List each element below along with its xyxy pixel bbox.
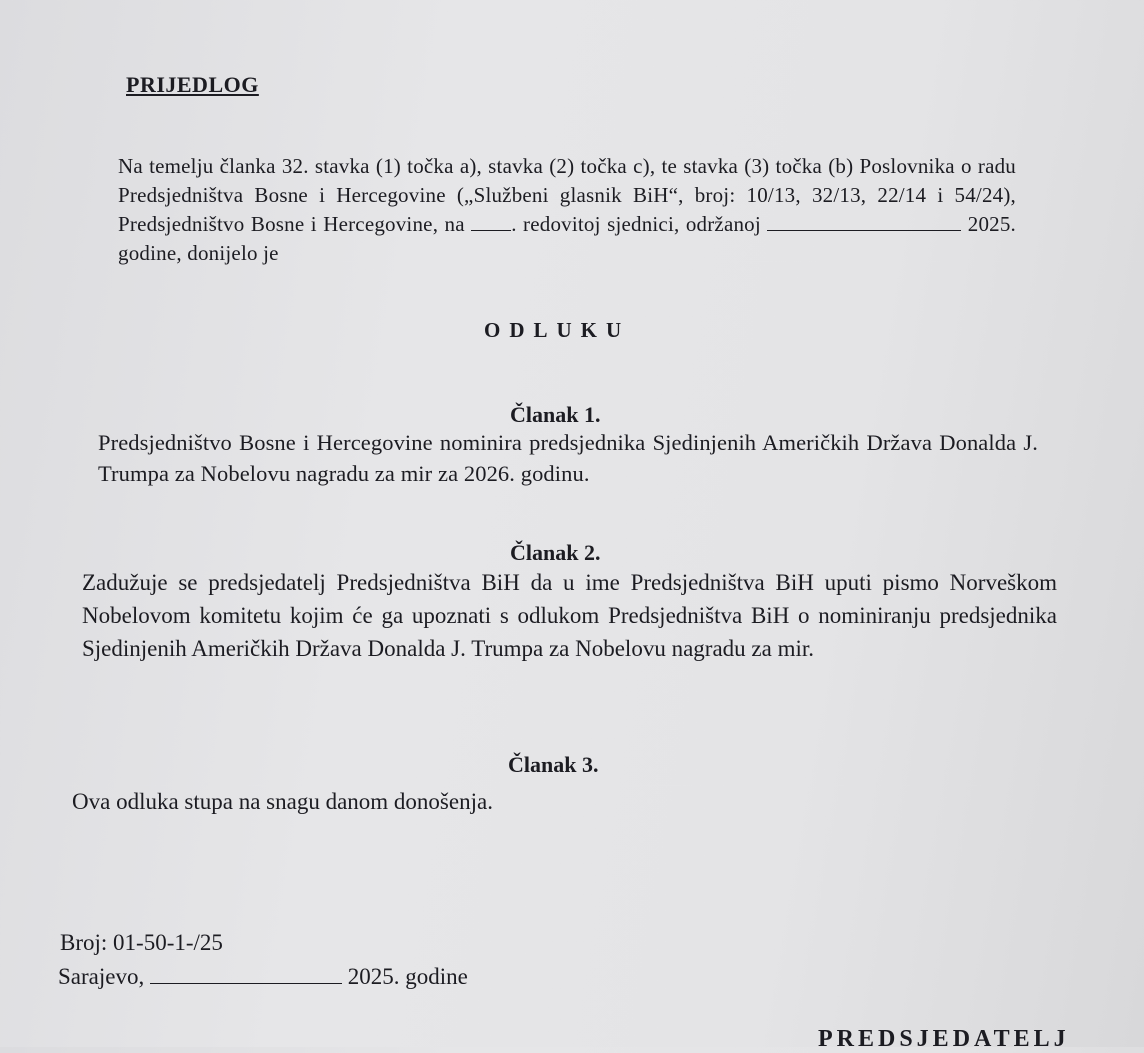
- preamble-text: Na temelju članka 32. stavka (1) točka a), stavka (2) točka c), te stavka (3) točka (b) Poslovnika o radu Predsjedništva Bosne i Hercegovine („Službeni glasnik BiH“, broj: 10/13, 32/13, 22/14 i 54/24), Predsjedništvo Bosne i Hercegovine, na: [118, 154, 1016, 236]
- preamble-closing-text: 2025. godine, donijelo je: [118, 212, 1016, 265]
- place-text: Sarajevo,: [58, 964, 145, 989]
- preamble-session-text: redovitoj sjednici, održanoj: [523, 212, 761, 236]
- article-1-text: Predsjedništvo Bosne i Hercegovine nominira predsjednika Sjedinjenih Američkih Država Donalda J. Trumpa za Nobelovu nagradu za mir za 2026. godinu.: [98, 430, 1038, 486]
- document-status-label: PRIJEDLOG: [126, 72, 259, 97]
- decision-title: ODLUKU: [484, 318, 631, 342]
- preamble-paragraph: [118, 152, 1016, 268]
- reference-number: Broj: 01-50-1-/25: [60, 930, 223, 955]
- article-1-heading: Članak 1.: [510, 402, 601, 427]
- signatory-title: PREDSJEDATELJ: [818, 1026, 1070, 1052]
- article-3-heading: Članak 3.: [508, 752, 599, 777]
- session-number-blank: [471, 214, 511, 231]
- article-2-text: Zadužuje se predsjedatelj Predsjedništva BiH da u ime Predsjedništva BiH uputi pismo Norveškom Nobelovom komitetu kojim će ga upoznati s odlukom Predsjedništva BiH o nominiranju predsjednika Sjedinjenih Američkih Država Donalda J. Trumpa za Nobelovu nagradu za mir.: [82, 570, 1057, 661]
- article-3-text: Ova odluka stupa na snagu danom donošenja.: [72, 789, 493, 814]
- date-blank: [150, 967, 342, 984]
- place-date-line: [58, 964, 468, 990]
- session-date-blank: [767, 214, 961, 231]
- year-text: 2025. godine: [347, 964, 468, 989]
- preamble-dot: .: [511, 212, 517, 236]
- article-2-heading: Članak 2.: [510, 540, 601, 565]
